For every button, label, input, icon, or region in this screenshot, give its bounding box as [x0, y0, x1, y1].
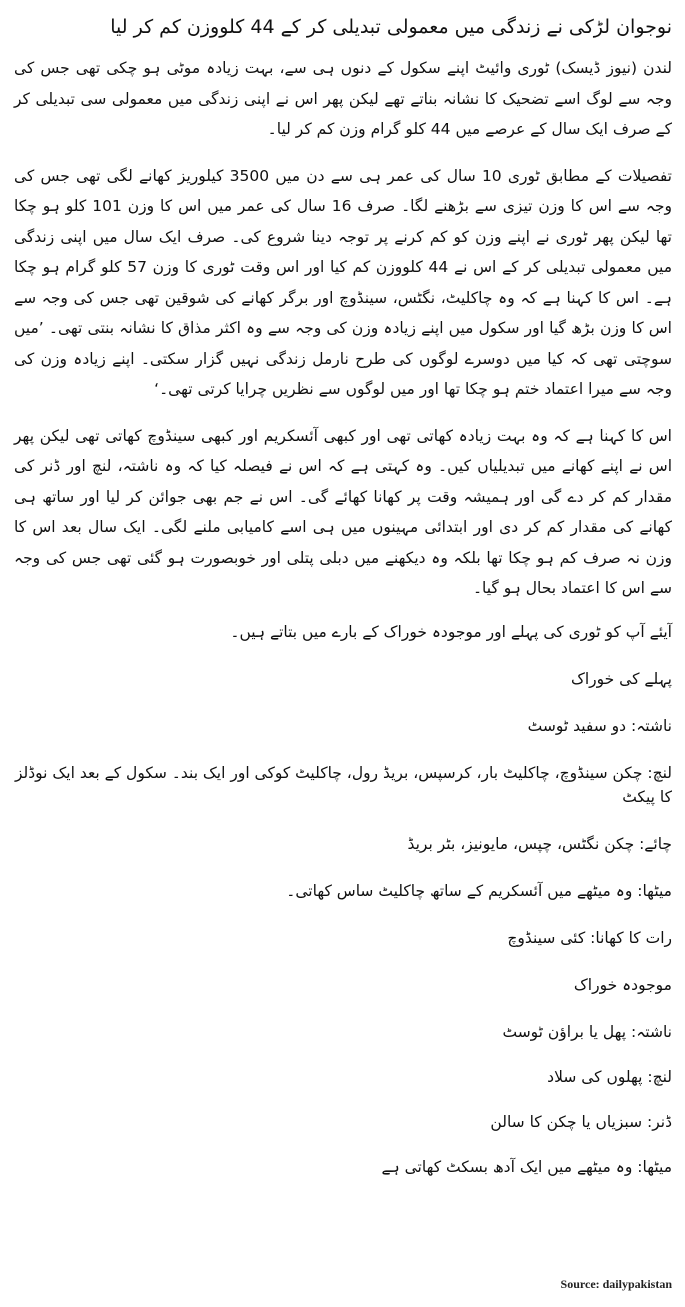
- current-diet-heading: موجودہ خوراک: [573, 975, 672, 994]
- current-dessert: میٹھا: وہ میٹھے میں ایک آدھ بسکٹ کھاتی ہے: [381, 1157, 672, 1176]
- current-dinner: ڈنر: سبزیاں یا چکن کا سالن: [490, 1112, 672, 1131]
- before-dessert: میٹھا: وہ میٹھے میں آئسکریم کے ساتھ چاکلیٹ ساس کھاتی۔: [286, 881, 672, 900]
- before-tea: چائے: چکن نگٹس، چپس، مایونیز، بٹر بریڈ: [407, 834, 672, 853]
- before-dinner: رات کا کھانا: کئی سینڈوچ: [507, 928, 672, 947]
- current-breakfast: ناشتہ: پھل یا براؤن ٹوسٹ: [502, 1022, 672, 1041]
- paragraph-changes: اس کا کہنا ہے کہ وہ بہت زیادہ کھاتی تھی اور کبھی آئسکریم اور کبھی سینڈوچ کھاتی تھی لیکن پھر اس نے اپنے کھانے میں تبدیلیاں کیں۔ وہ کہتی ہے کہ اس نے فیصلہ کیا کہ وہ ناشتہ، لنچ اور ڈنر کی مقدار کم کر دے گی اور ہمیشہ وقت پر کھانا کھائے گی۔ اس نے جم بھی جوائن کر لیا اور ساتھ ہی کھانے کی مقدار کم کر دی اور ابتدائی مہینوں میں ہی اسے کامیابی ملنے لگی۔ ایک سال بعد اس کا وزن نہ صرف کم ہو چکا تھا بلکہ وہ دیکھنے میں دبلی پتلی اور خوبصورت ہو گئی تھی جس کی وجہ سے اس کا اعتماد بحال ہو گیا۔: [14, 426, 672, 597]
- article-title: نوجوان لڑکی نے زندگی میں معمولی تبدیلی کر کے 44 کلووزن کم کر لیا: [110, 16, 672, 38]
- source-credit: Source: dailypakistan: [560, 1277, 672, 1291]
- paragraph-intro: لندن (نیوز ڈیسک) ٹوری وائیٹ اپنے سکول کے دنوں ہی سے، بہت زیادہ موٹی ہو چکی تھی جس کی وجہ سے لوگ اسے تضحیک کا نشانہ بناتے تھے لیکن پھر اس نے اپنی زندگی میں معمولی سی تبدیلی کر کے صرف ایک سال کے عرصے میں 44 کلو گرام وزن کم کر لیا۔: [14, 59, 672, 138]
- paragraph-diet-intro: آیئے آپ کو ٹوری کی پہلے اور موجودہ خوراک کے بارے میں بتاتے ہیں۔: [230, 622, 672, 641]
- current-lunch: لنچ: پھلوں کی سلاد: [547, 1067, 672, 1086]
- paragraph-details: تفصیلات کے مطابق ٹوری 10 سال کی عمر ہی سے دن میں 3500 کیلوریز کھانے لگی تھی جس کی وجہ سے اس کا وزن تیزی سے بڑھنے لگا۔ صرف 16 سال کی عمر میں اس کا وزن 101 کلو ہو چکا تھا لیکن پھر ٹوری نے اپنے وزن کو کم کرنے پر توجہ دینا شروع کی۔ صرف ایک سال میں اپنی زندگی میں معمولی تبدیلی کر کے اس نے 44 کلووزن کم کیا اور اس وقت ٹوری کا وزن 57 کلو گرام ہو چکا ہے۔ اس کا کہنا ہے کہ وہ چاکلیٹ، نگٹس، سینڈوچ اور برگر کھانے کی شوقین تھی جس کی وجہ سے اس کا وزن بڑھ گیا اور سکول میں اپنے زیادہ وزن کی وجہ سے وہ اکثر مذاق کا نشانہ بنتی تھی۔ ’میں سوچتی تھی کہ کیا میں دوسرے لوگوں کی طرح نارمل زندگی نہیں گزار سکتی۔ اپنے زیادہ وزن کی وجہ سے میرا اعتماد ختم ہو چکا تھا اور میں لوگوں سے نظریں چرایا کرتی تھی۔‘: [14, 166, 672, 398]
- article: [14, 14, 672, 1294]
- before-breakfast: ناشتہ: دو سفید ٹوسٹ: [527, 716, 672, 735]
- before-lunch: لنچ: چکن سینڈوچ، چاکلیٹ بار، کرسپس، بریڈ رول، چاکلیٹ کوکی اور ایک بند۔ سکول کے بعد ایک نوڈلز کا پیکٹ: [14, 763, 672, 806]
- before-diet-heading: پہلے کی خوراک: [570, 669, 672, 688]
